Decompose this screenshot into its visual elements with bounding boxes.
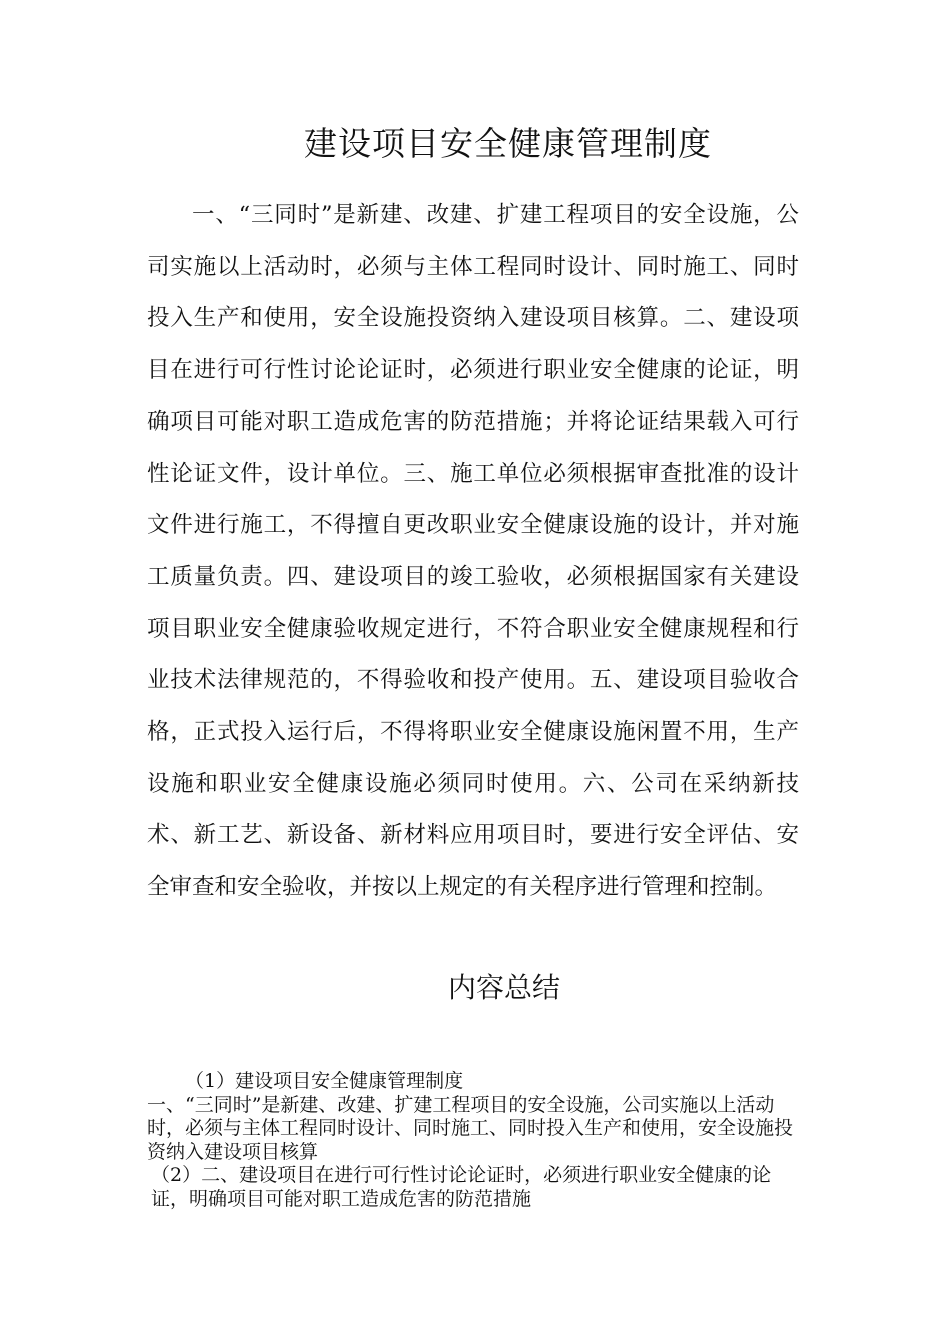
summary-item-1-title: （1）建设项目安全健康管理制度 xyxy=(185,1070,464,1092)
summary-item-2-text: （2）二、建设项目在进行可行性讨论论证时，必须进行职业安全健康的论证，明确项目可能对职工造成危害的防范措施 xyxy=(151,1164,772,1210)
summary-section xyxy=(147,1070,807,1211)
summary-title: 内容总结 xyxy=(447,971,560,1004)
document-title: 建设项目安全健康管理制度 xyxy=(304,124,712,163)
summary-item-1-text: 一、“三同时”是新建、改建、扩建工程项目的安全设施，公司实施以上活动时，必须与主体工程同时设计、同时施工、同时投入生产和使用，安全设施投资纳入建设项目核算 xyxy=(147,1093,794,1163)
document-body: 一、“三同时”是新建、改建、扩建工程项目的安全设施，公司实施以上活动时，必须与主体工程同时设计、同时施工、同时投入生产和使用，安全设施投资纳入建设项目核算。二、建设项目在进行可行性讨论论证时，必须进行职业安全健康的论证，明确项目可能对职工造成危害的防范措施；并将论证结果载入可行性论证文件，设计单位。三、施工单位必须根据审查批准的设计文件进行施工，不得擅自更改职业安全健康设施的设计，并对施工质量负责。四、建设项目的竣工验收，必须根据国家有关建设项目职业安全健康验收规定进行，不符合职业安全健康规程和行业技术法律规范的，不得验收和投产使用。五、建设项目验收合格，正式投入运行后，不得将职业安全健康设施闲置不用，生产设施和职业安全健康设施必须同时使用。六、公司在采纳新技术、新工艺、新设备、新材料应用项目时，要进行安全评估、安全审查和安全验收，并按以上规定的有关程序进行管理和控制。 xyxy=(147,202,799,901)
